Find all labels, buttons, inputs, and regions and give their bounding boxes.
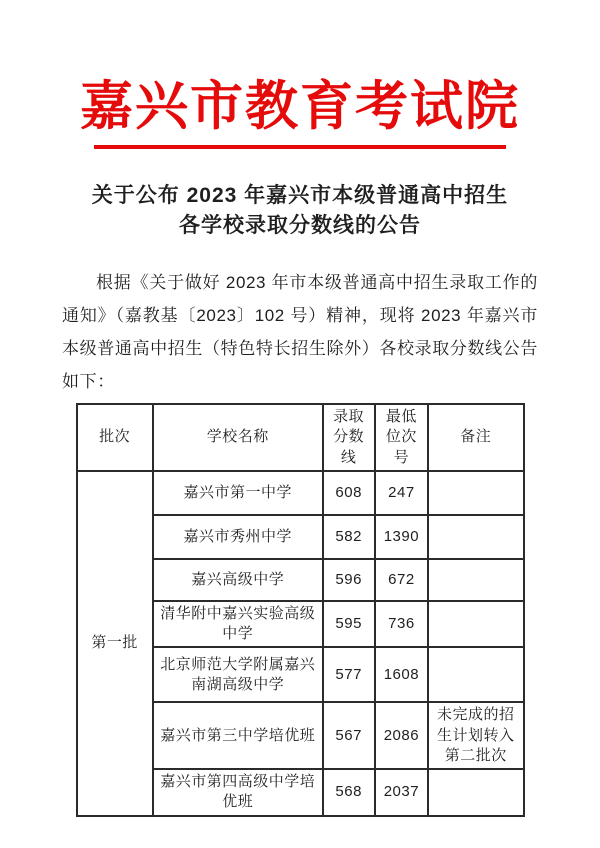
doc-title-line2: 各学校录取分数线的公告 — [179, 214, 421, 237]
remark-cell: 未完成的招生计划转入第二批次 — [428, 702, 523, 769]
school-cell: 清华附中嘉兴实验高级中学 — [153, 601, 323, 648]
rank-cell: 736 — [375, 601, 428, 648]
score-cell: 582 — [323, 515, 375, 559]
rank-cell: 1608 — [375, 647, 428, 702]
col-header-school: 学校名称 — [153, 404, 323, 471]
rank-cell: 2037 — [375, 769, 428, 816]
score-cell: 608 — [323, 471, 375, 515]
school-cell: 嘉兴高级中学 — [153, 559, 323, 601]
score-cell: 596 — [323, 559, 375, 601]
table-row — [77, 471, 524, 515]
remark-cell — [428, 647, 523, 702]
school-cell: 嘉兴市第四高级中学培优班 — [153, 769, 323, 816]
batch-cell: 第一批 — [77, 471, 153, 816]
remark-cell — [428, 471, 523, 515]
score-cell: 567 — [323, 702, 375, 769]
score-cell: 595 — [323, 601, 375, 648]
col-header-batch: 批次 — [77, 404, 153, 471]
school-cell: 嘉兴市秀州中学 — [153, 515, 323, 559]
remark-cell — [428, 515, 523, 559]
doc-title — [0, 181, 600, 241]
school-cell: 北京师范大学附属嘉兴南湖高级中学 — [153, 647, 323, 702]
remark-cell — [428, 559, 523, 601]
rank-cell: 247 — [375, 471, 428, 515]
rank-cell: 672 — [375, 559, 428, 601]
score-cell: 577 — [323, 647, 375, 702]
table-header-row — [77, 404, 524, 471]
rank-cell: 1390 — [375, 515, 428, 559]
doc-title-line1: 关于公布 2023 年嘉兴市本级普通高中招生 — [91, 184, 509, 207]
col-header-remark: 备注 — [428, 404, 523, 471]
col-header-rank: 最低位次号 — [375, 404, 428, 471]
remark-cell — [428, 769, 523, 816]
score-table — [76, 403, 525, 817]
col-header-score: 录取分数线 — [323, 404, 375, 471]
org-title: 嘉兴市教育考试院 — [80, 77, 520, 136]
intro-paragraph: 根据《关于做好 2023 年市本级普通高中招生录取工作的通知》（嘉教基〔2023〕102 号）精神，现将 2023 年嘉兴市本级普通高中招生（特色特长招生除外）各校录取分数线公告如下： — [62, 273, 538, 391]
school-cell: 嘉兴市第三中学培优班 — [153, 702, 323, 769]
score-cell: 568 — [323, 769, 375, 816]
remark-cell — [428, 601, 523, 648]
school-cell: 嘉兴市第一中学 — [153, 471, 323, 515]
header-rule — [94, 145, 506, 149]
rank-cell: 2086 — [375, 702, 428, 769]
